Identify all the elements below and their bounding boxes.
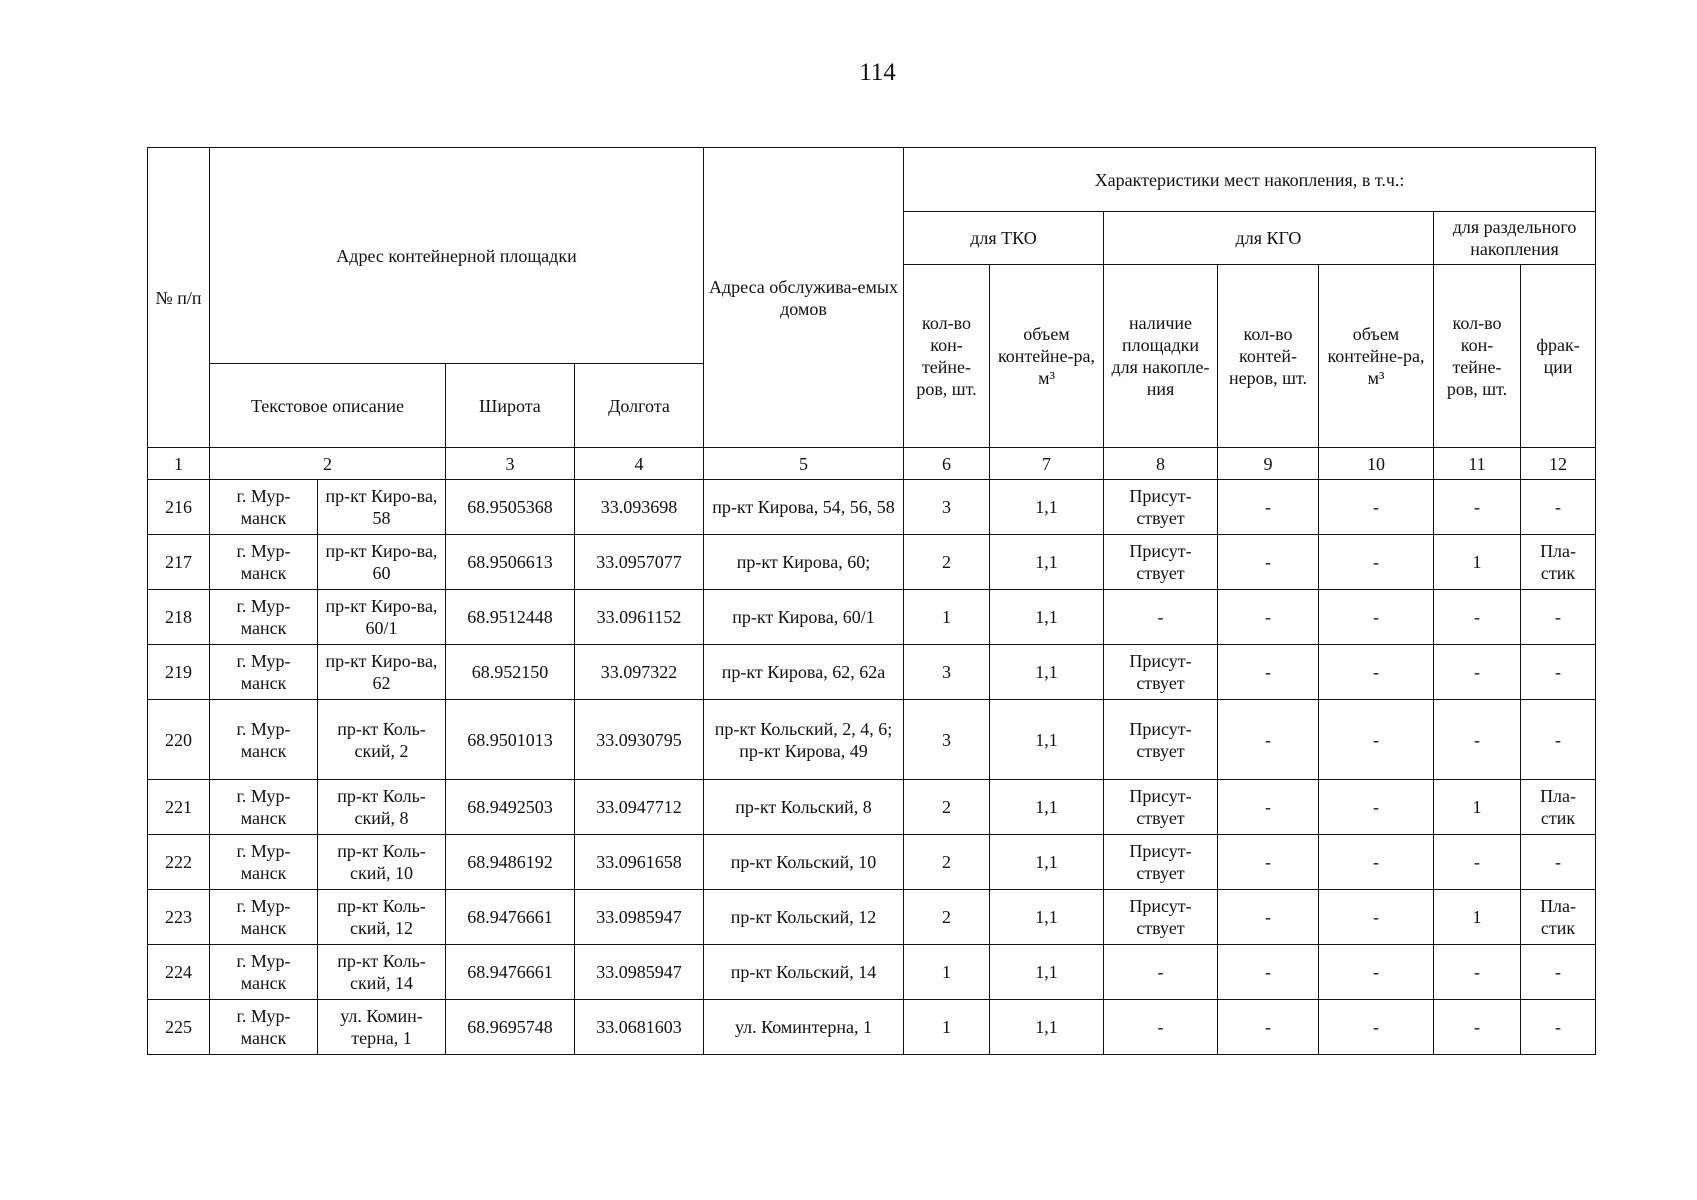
cell-longitude: 33.0961658 — [575, 835, 704, 890]
cell-kgo-count: - — [1218, 835, 1319, 890]
cell-kgo-site: Присут-ствует — [1104, 835, 1218, 890]
cell-longitude: 33.0957077 — [575, 535, 704, 590]
cell-kgo-site: Присут-ствует — [1104, 890, 1218, 945]
cell-sep-fractions: - — [1521, 1000, 1596, 1055]
cell-sep-count: - — [1434, 480, 1521, 535]
cell-street: пр-кт Киро-ва, 62 — [318, 645, 446, 700]
header-group-kgo: для КГО — [1104, 212, 1434, 265]
header-kgo-volume: объем контейне-ра, м³ — [1319, 265, 1434, 448]
cell-sep-fractions: - — [1521, 835, 1596, 890]
cell-kgo-count: - — [1218, 480, 1319, 535]
cell-sep-fractions: - — [1521, 590, 1596, 645]
column-number: 9 — [1218, 448, 1319, 480]
container-sites-table — [147, 147, 1596, 1055]
column-number: 2 — [210, 448, 446, 480]
cell-row-number: 221 — [148, 780, 210, 835]
cell-tko-count: 1 — [904, 945, 990, 1000]
cell-tko-count: 2 — [904, 535, 990, 590]
cell-city: г. Мур-манск — [210, 700, 318, 780]
cell-city: г. Мур-манск — [210, 1000, 318, 1055]
cell-sep-fractions: - — [1521, 945, 1596, 1000]
cell-longitude: 33.0947712 — [575, 780, 704, 835]
cell-sep-fractions: - — [1521, 645, 1596, 700]
cell-street: пр-кт Киро-ва, 60/1 — [318, 590, 446, 645]
cell-tko-volume: 1,1 — [990, 535, 1104, 590]
cell-sep-count: - — [1434, 700, 1521, 780]
cell-latitude: 68.9695748 — [446, 1000, 575, 1055]
cell-tko-volume: 1,1 — [990, 590, 1104, 645]
column-number: 5 — [704, 448, 904, 480]
column-number: 4 — [575, 448, 704, 480]
cell-longitude: 33.093698 — [575, 480, 704, 535]
cell-kgo-volume: - — [1319, 480, 1434, 535]
cell-kgo-volume: - — [1319, 700, 1434, 780]
cell-tko-volume: 1,1 — [990, 480, 1104, 535]
cell-served-houses: пр-кт Кирова, 62, 62а — [704, 645, 904, 700]
cell-tko-volume: 1,1 — [990, 700, 1104, 780]
cell-street: пр-кт Коль-ский, 8 — [318, 780, 446, 835]
cell-city: г. Мур-манск — [210, 890, 318, 945]
cell-city: г. Мур-манск — [210, 945, 318, 1000]
header-text-description: Текстовое описание — [210, 364, 446, 448]
cell-kgo-count: - — [1218, 945, 1319, 1000]
cell-kgo-site: Присут-ствует — [1104, 700, 1218, 780]
cell-row-number: 222 — [148, 835, 210, 890]
cell-sep-fractions: Пла-стик — [1521, 780, 1596, 835]
cell-tko-volume: 1,1 — [990, 645, 1104, 700]
cell-kgo-site: - — [1104, 590, 1218, 645]
cell-sep-count: 1 — [1434, 890, 1521, 945]
cell-tko-count: 2 — [904, 780, 990, 835]
cell-sep-count: 1 — [1434, 780, 1521, 835]
header-latitude: Широта — [446, 364, 575, 448]
column-number: 10 — [1319, 448, 1434, 480]
cell-latitude: 68.9512448 — [446, 590, 575, 645]
cell-street: пр-кт Коль-ский, 2 — [318, 700, 446, 780]
cell-latitude: 68.9492503 — [446, 780, 575, 835]
cell-served-houses: пр-кт Кольский, 10 — [704, 835, 904, 890]
table-row — [148, 645, 1596, 700]
cell-kgo-volume: - — [1319, 835, 1434, 890]
cell-latitude: 68.952150 — [446, 645, 575, 700]
header-row-number: № п/п — [148, 148, 210, 448]
cell-tko-count: 1 — [904, 1000, 990, 1055]
cell-kgo-volume: - — [1319, 1000, 1434, 1055]
cell-longitude: 33.0985947 — [575, 890, 704, 945]
cell-city: г. Мур-манск — [210, 590, 318, 645]
header-group-separate: для раздельного накопления — [1434, 212, 1596, 265]
cell-served-houses: пр-кт Кольский, 14 — [704, 945, 904, 1000]
cell-kgo-count: - — [1218, 700, 1319, 780]
cell-row-number: 218 — [148, 590, 210, 645]
header-group-tko: для ТКО — [904, 212, 1104, 265]
cell-city: г. Мур-манск — [210, 535, 318, 590]
cell-longitude: 33.0961152 — [575, 590, 704, 645]
header-kgo-site: наличие площадки для накопле-ния — [1104, 265, 1218, 448]
container-sites-table-wrapper — [147, 147, 1595, 1055]
cell-kgo-count: - — [1218, 590, 1319, 645]
table-row — [148, 480, 1596, 535]
cell-latitude: 68.9506613 — [446, 535, 575, 590]
column-number: 1 — [148, 448, 210, 480]
cell-street: пр-кт Коль-ский, 14 — [318, 945, 446, 1000]
cell-kgo-site: Присут-ствует — [1104, 645, 1218, 700]
column-number: 3 — [446, 448, 575, 480]
cell-tko-volume: 1,1 — [990, 835, 1104, 890]
header-tko-count: кол-во кон-тейне-ров, шт. — [904, 265, 990, 448]
cell-kgo-site: - — [1104, 1000, 1218, 1055]
cell-sep-fractions: - — [1521, 480, 1596, 535]
cell-kgo-count: - — [1218, 1000, 1319, 1055]
cell-sep-count: 1 — [1434, 535, 1521, 590]
cell-row-number: 225 — [148, 1000, 210, 1055]
column-number: 6 — [904, 448, 990, 480]
cell-served-houses: пр-кт Кирова, 54, 56, 58 — [704, 480, 904, 535]
table-row — [148, 590, 1596, 645]
cell-street: ул. Комин-терна, 1 — [318, 1000, 446, 1055]
cell-tko-count: 1 — [904, 590, 990, 645]
header-sep-fractions: фрак-ции — [1521, 265, 1596, 448]
cell-kgo-volume: - — [1319, 535, 1434, 590]
cell-latitude: 68.9476661 — [446, 890, 575, 945]
cell-kgo-site: Присут-ствует — [1104, 480, 1218, 535]
cell-sep-count: - — [1434, 1000, 1521, 1055]
cell-row-number: 223 — [148, 890, 210, 945]
table-body — [148, 480, 1596, 1055]
table-header — [148, 148, 1596, 480]
cell-street: пр-кт Киро-ва, 58 — [318, 480, 446, 535]
table-row — [148, 700, 1596, 780]
table-row — [148, 535, 1596, 590]
cell-sep-fractions: Пла-стик — [1521, 535, 1596, 590]
header-kgo-count: кол-во контей-неров, шт. — [1218, 265, 1319, 448]
cell-row-number: 220 — [148, 700, 210, 780]
cell-city: г. Мур-манск — [210, 780, 318, 835]
table-row — [148, 780, 1596, 835]
cell-longitude: 33.0985947 — [575, 945, 704, 1000]
cell-kgo-volume: - — [1319, 780, 1434, 835]
header-site-address: Адрес контейнерной площадки — [210, 148, 704, 364]
cell-kgo-volume: - — [1319, 590, 1434, 645]
cell-kgo-count: - — [1218, 780, 1319, 835]
column-number: 11 — [1434, 448, 1521, 480]
column-numbers-row — [148, 448, 1596, 480]
table-row — [148, 1000, 1596, 1055]
column-number: 7 — [990, 448, 1104, 480]
cell-tko-volume: 1,1 — [990, 1000, 1104, 1055]
cell-row-number: 216 — [148, 480, 210, 535]
cell-latitude: 68.9476661 — [446, 945, 575, 1000]
cell-tko-count: 2 — [904, 835, 990, 890]
cell-tko-count: 3 — [904, 645, 990, 700]
cell-sep-count: - — [1434, 590, 1521, 645]
cell-city: г. Мур-манск — [210, 835, 318, 890]
cell-tko-count: 2 — [904, 890, 990, 945]
cell-street: пр-кт Киро-ва, 60 — [318, 535, 446, 590]
cell-sep-count: - — [1434, 945, 1521, 1000]
header-sep-count: кол-во кон-тейне-ров, шт. — [1434, 265, 1521, 448]
cell-tko-count: 3 — [904, 480, 990, 535]
cell-served-houses: ул. Коминтерна, 1 — [704, 1000, 904, 1055]
cell-city: г. Мур-манск — [210, 645, 318, 700]
cell-kgo-site: - — [1104, 945, 1218, 1000]
column-number: 12 — [1521, 448, 1596, 480]
table-row — [148, 890, 1596, 945]
cell-sep-count: - — [1434, 645, 1521, 700]
cell-kgo-count: - — [1218, 645, 1319, 700]
cell-sep-count: - — [1434, 835, 1521, 890]
header-tko-volume: объем контейне-ра, м³ — [990, 265, 1104, 448]
cell-street: пр-кт Коль-ский, 12 — [318, 890, 446, 945]
cell-row-number: 224 — [148, 945, 210, 1000]
cell-longitude: 33.0681603 — [575, 1000, 704, 1055]
cell-row-number: 217 — [148, 535, 210, 590]
cell-row-number: 219 — [148, 645, 210, 700]
table-row — [148, 945, 1596, 1000]
cell-city: г. Мур-манск — [210, 480, 318, 535]
cell-served-houses: пр-кт Кольский, 2, 4, 6; пр-кт Кирова, 49 — [704, 700, 904, 780]
cell-latitude: 68.9486192 — [446, 835, 575, 890]
cell-served-houses: пр-кт Кольский, 12 — [704, 890, 904, 945]
header-characteristics: Характеристики мест накопления, в т.ч.: — [904, 148, 1596, 212]
cell-tko-volume: 1,1 — [990, 945, 1104, 1000]
cell-latitude: 68.9501013 — [446, 700, 575, 780]
cell-tko-volume: 1,1 — [990, 780, 1104, 835]
header-served-houses: Адреса обслужива-емых домов — [704, 148, 904, 448]
cell-kgo-volume: - — [1319, 645, 1434, 700]
cell-kgo-volume: - — [1319, 890, 1434, 945]
cell-longitude: 33.0930795 — [575, 700, 704, 780]
table-row — [148, 835, 1596, 890]
cell-kgo-site: Присут-ствует — [1104, 780, 1218, 835]
cell-tko-volume: 1,1 — [990, 890, 1104, 945]
cell-tko-count: 3 — [904, 700, 990, 780]
cell-served-houses: пр-кт Кольский, 8 — [704, 780, 904, 835]
cell-served-houses: пр-кт Кирова, 60; — [704, 535, 904, 590]
cell-kgo-volume: - — [1319, 945, 1434, 1000]
cell-kgo-count: - — [1218, 535, 1319, 590]
cell-sep-fractions: Пла-стик — [1521, 890, 1596, 945]
header-longitude: Долгота — [575, 364, 704, 448]
cell-latitude: 68.9505368 — [446, 480, 575, 535]
page-number: 114 — [859, 59, 896, 86]
cell-street: пр-кт Коль-ский, 10 — [318, 835, 446, 890]
cell-served-houses: пр-кт Кирова, 60/1 — [704, 590, 904, 645]
cell-longitude: 33.097322 — [575, 645, 704, 700]
column-number: 8 — [1104, 448, 1218, 480]
cell-kgo-count: - — [1218, 890, 1319, 945]
cell-kgo-site: Присут-ствует — [1104, 535, 1218, 590]
cell-sep-fractions: - — [1521, 700, 1596, 780]
